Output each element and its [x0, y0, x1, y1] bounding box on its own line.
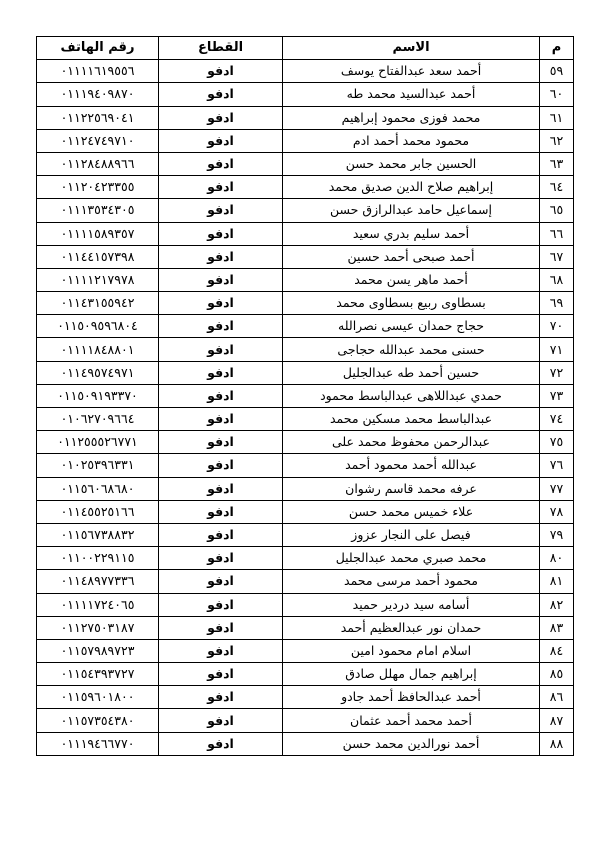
row-phone: ٠١١٢٤٧٤٩٧١٠: [37, 129, 159, 152]
row-name: محمود أحمد مرسى محمد: [283, 570, 540, 593]
row-name: محمد صبري محمد عبدالجليل: [283, 547, 540, 570]
row-number: ٦٦: [540, 222, 574, 245]
row-name: علاء خميس محمد حسن: [283, 500, 540, 523]
row-name: أحمد محمد أحمد عثمان: [283, 709, 540, 732]
row-number: ٧٢: [540, 361, 574, 384]
row-name: حجاج حمدان عيسى نصرالله: [283, 315, 540, 338]
row-sector: ادفو: [159, 523, 283, 546]
row-name: إسماعيل حامد عبدالرازق حسن: [283, 199, 540, 222]
roster-body: [37, 60, 574, 756]
row-sector: ادفو: [159, 431, 283, 454]
row-sector: ادفو: [159, 500, 283, 523]
row-name: عبدالله أحمد محمود أحمد: [283, 454, 540, 477]
header-row: [37, 37, 574, 60]
row-phone: ٠١١١١٦١٩٥٥٦: [37, 60, 159, 83]
table-row: [37, 547, 574, 570]
row-name: إبراهيم جمال مهلل صادق: [283, 663, 540, 686]
row-number: ٧٧: [540, 477, 574, 500]
table-row: [37, 268, 574, 291]
row-sector: ادفو: [159, 152, 283, 175]
row-phone: ٠١١٥٦٠٦٨٦٨٠: [37, 477, 159, 500]
table-row: [37, 338, 574, 361]
row-number: ٧٠: [540, 315, 574, 338]
table-row: [37, 477, 574, 500]
row-number: ٨٨: [540, 732, 574, 755]
row-phone: ٠١١١١٢١٧٩٧٨: [37, 268, 159, 291]
header-name: الاسم: [283, 37, 540, 60]
row-sector: ادفو: [159, 408, 283, 431]
table-row: [37, 663, 574, 686]
row-sector: ادفو: [159, 361, 283, 384]
row-phone: ٠١١٤٥٥٢٥١٦٦: [37, 500, 159, 523]
row-number: ٥٩: [540, 60, 574, 83]
row-phone: ٠١١٢٢٥٦٩٠٤١: [37, 106, 159, 129]
row-name: فيصل على النجار عزوز: [283, 523, 540, 546]
row-number: ٨٢: [540, 593, 574, 616]
row-name: عبدالباسط محمد مسكين محمد: [283, 408, 540, 431]
table-row: [37, 431, 574, 454]
table-row: [37, 60, 574, 83]
row-sector: ادفو: [159, 292, 283, 315]
row-number: ٦٥: [540, 199, 574, 222]
row-sector: ادفو: [159, 315, 283, 338]
row-sector: ادفو: [159, 570, 283, 593]
row-number: ٨٤: [540, 639, 574, 662]
row-phone: ٠١١٢٧٥٠٣١٨٧: [37, 616, 159, 639]
row-number: ٨٧: [540, 709, 574, 732]
row-sector: ادفو: [159, 176, 283, 199]
table-row: [37, 106, 574, 129]
row-phone: ٠١١١١٧٢٤٠٦٥: [37, 593, 159, 616]
table-row: [37, 83, 574, 106]
roster-table: [36, 36, 574, 756]
table-row: [37, 245, 574, 268]
table-row: [37, 361, 574, 384]
row-phone: ٠١١٥٠٩٥٩٦٨٠٤: [37, 315, 159, 338]
table-row: [37, 408, 574, 431]
row-sector: ادفو: [159, 268, 283, 291]
table-row: [37, 616, 574, 639]
row-phone: ٠١١١٣٥٣٤٣٠٥: [37, 199, 159, 222]
row-number: ٨٠: [540, 547, 574, 570]
row-phone: ٠١١٢٨٤٨٨٩٦٦: [37, 152, 159, 175]
row-phone: ٠١١١١٥٨٩٣٥٧: [37, 222, 159, 245]
row-sector: ادفو: [159, 547, 283, 570]
header-sector: القطاع: [159, 37, 283, 60]
row-phone: ٠١١٥٩٦٠١٨٠٠: [37, 686, 159, 709]
table-row: [37, 686, 574, 709]
row-name: أحمد عبدالسيد محمد طه: [283, 83, 540, 106]
row-phone: ٠١١٥٦٧٣٨٨٣٢: [37, 523, 159, 546]
row-number: ٨١: [540, 570, 574, 593]
row-name: حسين أحمد طه عبدالجليل: [283, 361, 540, 384]
row-number: ٨٣: [540, 616, 574, 639]
row-name: عبدالرحمن محفوظ محمد على: [283, 431, 540, 454]
table-row: [37, 199, 574, 222]
row-name: أحمد سليم بدري سعيد: [283, 222, 540, 245]
row-sector: ادفو: [159, 732, 283, 755]
row-name: أسامه سيد دردير حميد: [283, 593, 540, 616]
table-row: [37, 523, 574, 546]
row-number: ٦٣: [540, 152, 574, 175]
row-name: حمدان نور عبدالعظيم أحمد: [283, 616, 540, 639]
table-row: [37, 570, 574, 593]
row-sector: ادفو: [159, 106, 283, 129]
row-phone: ٠١١٠٠٢٢٩١١٥: [37, 547, 159, 570]
row-number: ٦٤: [540, 176, 574, 199]
row-sector: ادفو: [159, 245, 283, 268]
table-row: [37, 222, 574, 245]
row-phone: ٠١١١٩٤٠٩٨٧٠: [37, 83, 159, 106]
row-number: ٦٧: [540, 245, 574, 268]
row-phone: ٠١١٤٩٥٧٤٩٧١: [37, 361, 159, 384]
table-row: [37, 176, 574, 199]
row-phone: ٠١١٥٧٩٨٩٧٢٣: [37, 639, 159, 662]
row-number: ٦٨: [540, 268, 574, 291]
table-row: [37, 384, 574, 407]
table-row: [37, 709, 574, 732]
header-phone: رقم الهاتف: [37, 37, 159, 60]
row-name: أحمد ماهر يسن محمد: [283, 268, 540, 291]
row-name: إبراهيم صلاح الدين صديق محمد: [283, 176, 540, 199]
row-number: ٧١: [540, 338, 574, 361]
row-sector: ادفو: [159, 709, 283, 732]
row-sector: ادفو: [159, 663, 283, 686]
row-phone: ٠١٠٦٢٧٠٩٦٦٤: [37, 408, 159, 431]
row-number: ٧٤: [540, 408, 574, 431]
row-phone: ٠١١٤٣١٥٥٩٤٢: [37, 292, 159, 315]
row-number: ٦٩: [540, 292, 574, 315]
row-number: ٦٠: [540, 83, 574, 106]
row-number: ٧٥: [540, 431, 574, 454]
row-phone: ٠١١٥٤٣٩٣٧٢٧: [37, 663, 159, 686]
row-phone: ٠١١٤٨٩٧٧٣٣٦: [37, 570, 159, 593]
row-phone: ٠١١٤٤١٥٧٣٩٨: [37, 245, 159, 268]
table-row: [37, 500, 574, 523]
row-sector: ادفو: [159, 338, 283, 361]
row-sector: ادفو: [159, 129, 283, 152]
header-number: م: [540, 37, 574, 60]
row-phone: ٠١١٢٠٤٢٣٣٥٥: [37, 176, 159, 199]
row-sector: ادفو: [159, 686, 283, 709]
row-name: أحمد سعد عبدالفتاح يوسف: [283, 60, 540, 83]
row-name: الحسين جابر محمد حسن: [283, 152, 540, 175]
row-phone: ٠١١١١٨٤٨٨٠١: [37, 338, 159, 361]
row-name: بسطاوى ربيع بسطاوى محمد: [283, 292, 540, 315]
row-sector: ادفو: [159, 222, 283, 245]
row-number: ٧٣: [540, 384, 574, 407]
row-sector: ادفو: [159, 477, 283, 500]
table-row: [37, 152, 574, 175]
row-phone: ٠١١١٩٤٦٦٧٧٠: [37, 732, 159, 755]
row-phone: ٠١٠٢٥٣٩٦٣٣١: [37, 454, 159, 477]
row-name: اسلام امام محمود امين: [283, 639, 540, 662]
row-name: محمود محمد أحمد ادم: [283, 129, 540, 152]
row-name: أحمد نورالدين محمد حسن: [283, 732, 540, 755]
table-row: [37, 593, 574, 616]
row-sector: ادفو: [159, 83, 283, 106]
row-sector: ادفو: [159, 639, 283, 662]
row-name: حمدي عبداللاهى عبدالباسط محمود: [283, 384, 540, 407]
row-name: أحمد عبدالحافظ أحمد جادو: [283, 686, 540, 709]
row-sector: ادفو: [159, 593, 283, 616]
row-name: عرفه محمد قاسم رشوان: [283, 477, 540, 500]
row-sector: ادفو: [159, 199, 283, 222]
row-sector: ادفو: [159, 454, 283, 477]
table-row: [37, 129, 574, 152]
row-phone: ٠١١٢٥٥٥٢٦٧٧١: [37, 431, 159, 454]
row-sector: ادفو: [159, 384, 283, 407]
row-name: أحمد صبحى أحمد حسين: [283, 245, 540, 268]
row-name: حسنى محمد عبدالله حجاجى: [283, 338, 540, 361]
table-row: [37, 639, 574, 662]
table-row: [37, 454, 574, 477]
row-number: ٨٥: [540, 663, 574, 686]
row-number: ٧٦: [540, 454, 574, 477]
row-sector: ادفو: [159, 616, 283, 639]
table-row: [37, 292, 574, 315]
row-number: ٦٢: [540, 129, 574, 152]
table-row: [37, 315, 574, 338]
row-number: ٧٨: [540, 500, 574, 523]
row-phone: ٠١١٥٠٩١٩٣٣٧٠: [37, 384, 159, 407]
row-number: ٦١: [540, 106, 574, 129]
row-name: محمد فوزى محمود إبراهيم: [283, 106, 540, 129]
row-phone: ٠١١٥٧٣٥٤٣٨٠: [37, 709, 159, 732]
table-row: [37, 732, 574, 755]
row-number: ٧٩: [540, 523, 574, 546]
row-sector: ادفو: [159, 60, 283, 83]
row-number: ٨٦: [540, 686, 574, 709]
